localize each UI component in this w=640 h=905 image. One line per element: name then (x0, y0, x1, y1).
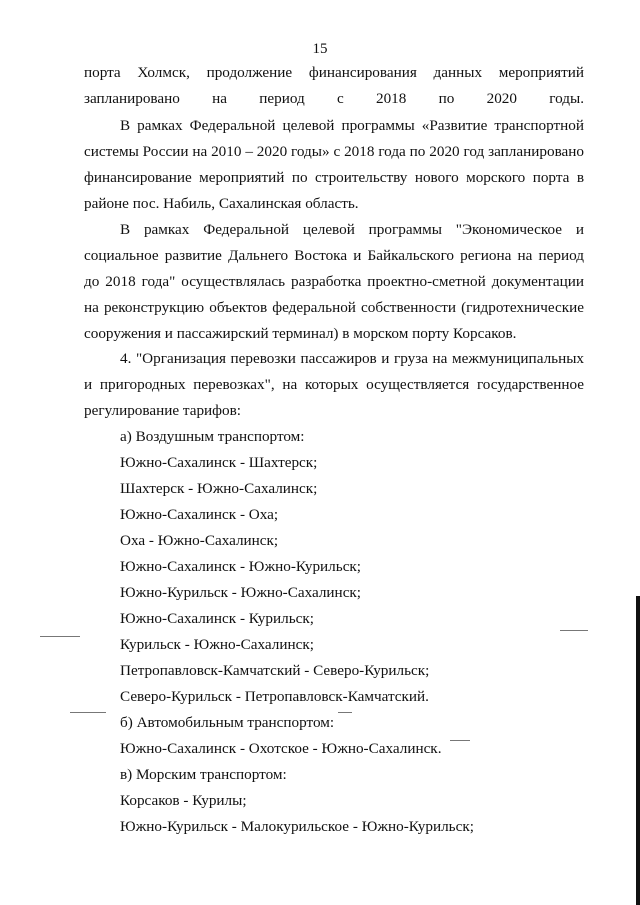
page-number: 15 (312, 41, 328, 57)
paragraph-block-4 (84, 346, 584, 424)
air-route-item: Шахтерск - Южно-Сахалинск; (120, 480, 318, 497)
routes-list (84, 424, 584, 840)
scan-speck (70, 712, 106, 713)
sea-route-item: Южно-Курильск - Малокурильское - Южно-Курильск; (120, 818, 474, 835)
paragraph-4: 4. "Организация перевозки пассажиров и груза на межмуниципальных и пригородных перевозках", на которых осуществляется государственное регулирование тарифов: (84, 350, 584, 419)
air-route-item: Южно-Сахалинск - Оха; (120, 506, 279, 523)
scan-speck (450, 740, 470, 741)
air-route-item: Северо-Курильск - Петропавловск-Камчатский. (120, 688, 429, 705)
air-transport-heading: а) Воздушным транспортом: (120, 428, 305, 445)
paragraph-continuation (84, 60, 584, 112)
paragraph-block-3 (84, 217, 584, 347)
scan-speck (40, 636, 80, 637)
scan-speck (338, 712, 352, 713)
air-route-item: Южно-Курильск - Южно-Сахалинск; (120, 584, 362, 601)
sea-route-item: Корсаков - Курилы; (120, 792, 247, 809)
paragraph-block-2 (84, 113, 584, 217)
road-transport-heading: б) Автомобильным транспортом: (120, 714, 335, 731)
air-route-item: Петропавловск-Камчатский - Северо-Курильск; (120, 662, 430, 679)
air-route-item: Южно-Сахалинск - Курильск; (120, 610, 314, 627)
sea-transport-heading: в) Морским транспортом: (120, 766, 287, 783)
paragraph-2: В рамках Федеральной целевой программы «Развитие транспортной системы России на 2010 – 2020 годы» с 2018 года по 2020 год запланировано финансирование мероприятий по строительству нового морского порта в районе пос. Набиль, Сахалинская область. (84, 117, 584, 212)
road-route-item: Южно-Сахалинск - Охотское - Южно-Сахалинск. (120, 740, 442, 757)
scan-edge-shadow (636, 596, 640, 905)
air-route-item: Курильск - Южно-Сахалинск; (120, 636, 314, 653)
air-route-item: Южно-Сахалинск - Южно-Курильск; (120, 558, 362, 575)
air-route-item: Оха - Южно-Сахалинск; (120, 532, 279, 549)
paragraph-3: В рамках Федеральной целевой программы "Экономическое и социальное развитие Дальнего Востока и Байкальского региона на период до 2018 года" осуществлялась разработка проектно-сметной документации на реконструкцию объектов федеральной собственности (гидротехнические сооружения и пассажирский терминал) в морском порту Корсаков. (84, 221, 584, 342)
air-route-item: Южно-Сахалинск - Шахтерск; (120, 454, 318, 471)
paragraph-1: порта Холмск, продолжение финансирования данных мероприятий запланировано на период с 2018 по 2020 годы. (84, 64, 584, 107)
scan-speck (560, 630, 588, 631)
